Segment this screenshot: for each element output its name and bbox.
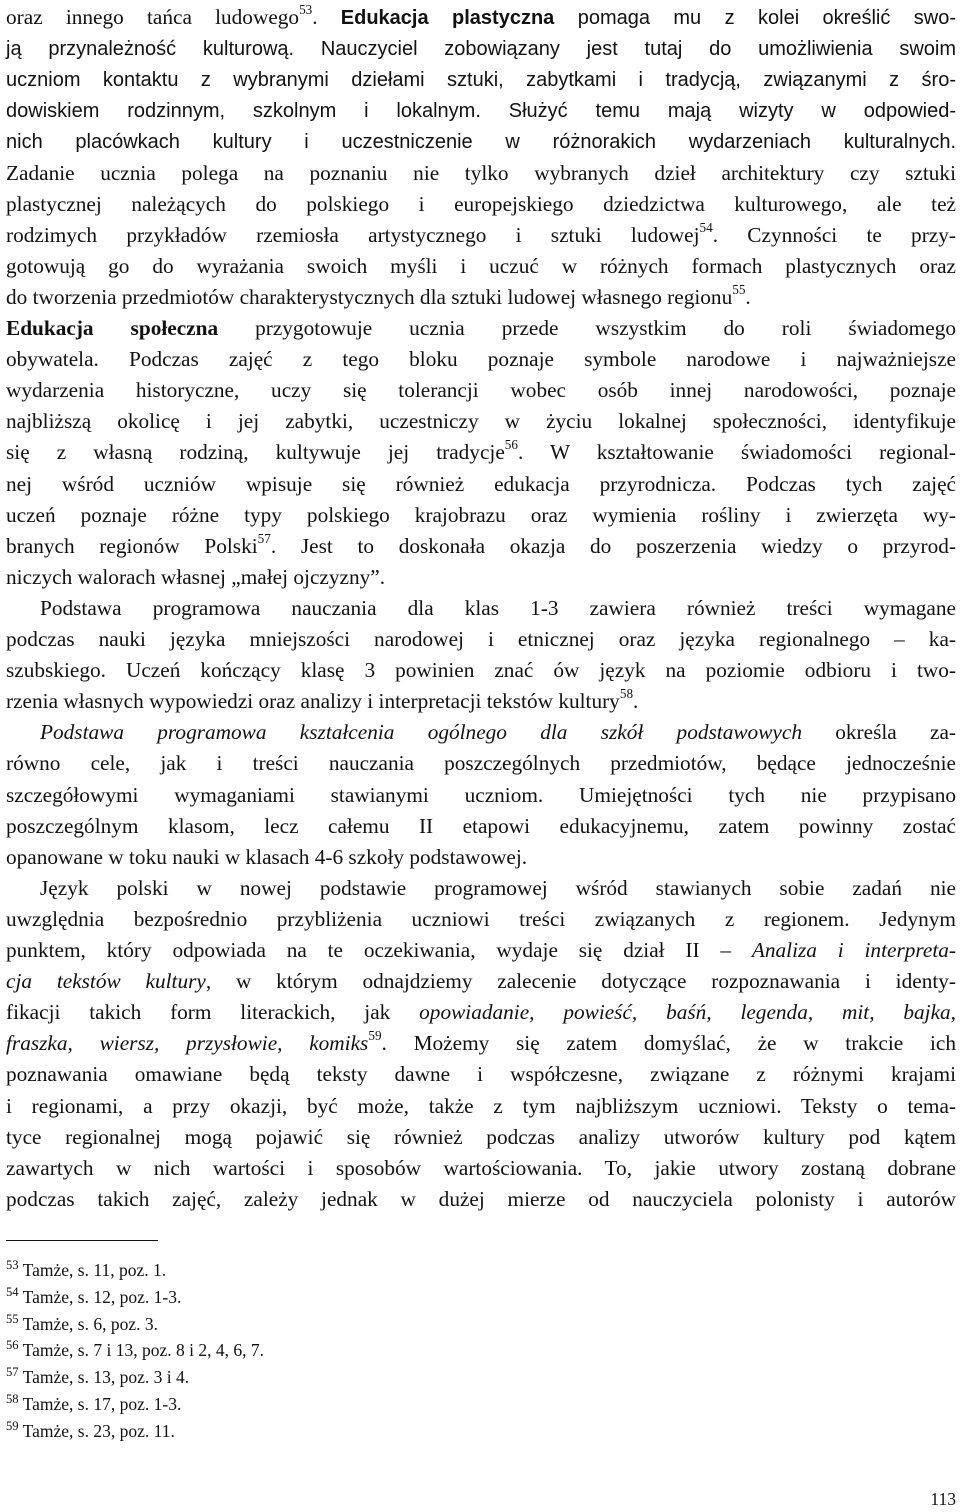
text-segment: pomaga mu z kolei określić swo-: [554, 7, 956, 29]
text-line: [6, 437, 956, 468]
footnote-text: Tamże, s. 23, poz. 11.: [18, 1420, 175, 1441]
text-segment: . W kształtowanie świadomości regional-: [517, 440, 956, 465]
text-segment: obywatela. Podczas zajęć z tego bloku poznaje symbole narodowe i najważniejsze: [6, 347, 956, 372]
footnote-reference: 58: [619, 686, 634, 702]
footnote-number: 56: [6, 1338, 19, 1353]
text-line: [6, 1059, 956, 1090]
text-line: [6, 344, 956, 375]
text-segment: . Czynności te przy-: [712, 222, 956, 247]
text-line: [6, 562, 956, 593]
text-segment: nej wśród uczniów wpisuje się również edukacja przyrodnicza. Podczas tych zajęć: [6, 471, 956, 496]
text-segment: opanowane w toku nauki w klasach 4-6 szkoły podstawowej.: [6, 844, 528, 869]
text-segment: równo cele, jak i treści nauczania poszczególnych przedmiotów, będące jednocześnie: [6, 751, 956, 776]
text-line: [6, 780, 956, 811]
text-line: [6, 997, 956, 1028]
text-segment: . Jest to doskonała okazja do poszerzenia wiedzy o przyrod-: [270, 533, 956, 558]
footnote-reference: 53: [299, 2, 313, 18]
footnote-reference: 55: [732, 282, 746, 297]
text-line: [6, 126, 956, 157]
text-segment: zawartych w nich wartości i sposobów wartościowania. To, jakie utwory zostaną dobrane: [6, 1155, 956, 1180]
text-line: [6, 811, 956, 842]
text-line: [6, 469, 956, 500]
text-line: [6, 748, 956, 779]
footnote-54: [6, 1285, 181, 1309]
text-line: [6, 33, 956, 64]
text-segment: fikacji takich form literackich, jak: [6, 1000, 420, 1025]
footnote-reference: 56: [504, 437, 518, 453]
text-segment: gotowują go do wyrażania swoich myśli i uczuć w różnych formach plastycznych oraz: [6, 253, 956, 278]
text-segment: punktem, który odpowiada na te oczekiwania, wydaje się dział II –: [6, 938, 752, 962]
text-line: [6, 158, 956, 189]
footnote-58: [6, 1392, 181, 1416]
text-line: [6, 842, 956, 873]
text-line: [6, 1122, 956, 1153]
footnote-53: [6, 1258, 166, 1282]
text-segment: podczas nauki języka mniejszości narodowej i etnicznej oraz języka regionalnego – ka-: [6, 627, 956, 651]
text-line: [6, 282, 956, 313]
italic-text: Analiza i interpreta-: [751, 938, 956, 962]
page-number: 113: [930, 1489, 956, 1509]
text-segment: wydarzenia historyczne, uczy się tolerancji wobec osób innej narodowości, poznaje: [6, 378, 956, 403]
text-segment: .: [633, 689, 639, 714]
text-segment: poszczególnym klasom, lecz całemu II etapowi edukacyjnemu, zatem powinny zostać: [6, 813, 956, 838]
text-segment: szczegółowymi wymaganiami stawianymi uczniom. Umiejętności tych nie przypisano: [6, 782, 956, 807]
text-line: [6, 655, 956, 686]
text-segment: przygotowuje ucznia przede wszystkim do roli świadomego: [218, 316, 956, 340]
paragraph-3-first-line: [6, 717, 956, 748]
text-line: [6, 220, 956, 251]
paragraph-1-first-line: [6, 2, 956, 33]
footnote-text: Tamże, s. 13, poz. 3 i 4.: [18, 1367, 190, 1388]
text-line: [6, 189, 956, 220]
text-line: [6, 500, 956, 531]
footnote-reference: 59: [368, 1028, 382, 1044]
footnote-number: 59: [6, 1418, 19, 1433]
text-segment: szubskiego. Uczeń kończący klasę 3 powinien znać ów język na poziomie odbioru i two-: [6, 658, 956, 683]
text-segment: branych regionów Polski: [6, 533, 258, 558]
footnote-56: [6, 1338, 264, 1362]
paragraph-4-first-line: [6, 873, 956, 904]
text-segment: dowiskiem rodzinnym, szkolnym i lokalnym. Służyć temu mają wizyty w odpowied-: [6, 100, 956, 123]
footnote-55: [6, 1312, 158, 1336]
text-segment: Zadanie ucznia polega na poznaniu nie tylko wybranych dzieł architektury czy sztuki: [6, 160, 956, 185]
text-segment: plastycznej należących do polskiego i europejskiego dziedzictwa kulturowego, ale też: [6, 191, 956, 216]
text-line: [6, 531, 956, 562]
text-segment: Podstawa programowa nauczania dla klas 1-3 zawiera również treści wymagane: [40, 595, 956, 620]
text-line: [6, 1153, 956, 1184]
footnote-59: [6, 1419, 175, 1443]
text-segment: . Możemy się zatem domyślać, że w trakcie ich: [381, 1031, 956, 1056]
text-segment: najbliższą okolicę i jej zabytki, uczestniczy w życiu lokalnej społeczności, identyfikuje: [6, 409, 956, 434]
text-line: [6, 686, 956, 717]
text-segment: się z własną rodziną, kultywuje jej tradycje: [6, 440, 505, 465]
footnote-text: Tamże, s. 6, poz. 3.: [18, 1313, 158, 1334]
text-line: [6, 1184, 956, 1215]
footnote-reference: 57: [257, 530, 271, 546]
italic-text: fraszka, wiersz, przysłowie, komiks: [6, 1031, 369, 1056]
text-segment: określa za-: [801, 720, 956, 745]
text-line: [6, 1091, 956, 1122]
footnote-text: Tamże, s. 17, poz. 1-3.: [18, 1394, 182, 1414]
footnote-number: 55: [6, 1311, 19, 1326]
italic-text: Podstawa programowa kształcenia ogólnego dla szkół podstawowych: [40, 720, 802, 745]
paragraph-2-first-line: [6, 593, 956, 624]
text-line: [6, 1028, 956, 1059]
footnote-number: 53: [6, 1258, 19, 1273]
footnote-reference: 54: [699, 219, 713, 235]
text-line: [6, 935, 956, 966]
text-segment: podczas takich zajęć, zależy jednak w dużej mierze od nauczyciela polonisty i autorów: [6, 1186, 956, 1211]
text-line: [6, 251, 956, 282]
text-line: [6, 313, 956, 344]
text-line: [6, 95, 956, 126]
text-line: [6, 375, 956, 406]
text-segment: oraz innego tańca ludowego: [6, 5, 300, 29]
text-segment: , w którym odnajdziemy zalecenie dotyczące rozpoznawania i identy-: [205, 969, 956, 994]
text-segment: ją przynależność kulturową. Nauczyciel zobowiązany jest tutaj do umożliwienia swoim: [6, 38, 956, 61]
text-segment: uczniom kontaktu z wybranymi dziełami sztuki, zabytkami i tradycją, związanymi z śro-: [6, 69, 956, 92]
text-segment: do tworzenia przedmiotów charakterystycznych dla sztuki ludowej własnego regionu: [6, 284, 733, 309]
text-segment: .: [312, 5, 341, 29]
text-segment: poznawania omawiane będą teksty dawne i współczesne, związane z różnymi krajami: [6, 1062, 956, 1087]
text-line: [6, 904, 956, 935]
text-segment: niczych walorach własnej „małej ojczyzny”.: [6, 564, 386, 589]
text-segment: i regionami, a przy okazji, być może, także z tym najbliższym uczniowi. Teksty o tema-: [6, 1093, 956, 1118]
text-segment: tyce regionalnej mogą pojawić się również podczas analizy utworów kultury pod kątem: [6, 1124, 956, 1149]
footnote-number: 57: [6, 1365, 19, 1380]
bold-term: Edukacja plastyczna: [340, 7, 555, 29]
text-segment: nich placówkach kultury i uczestniczenie w różnorakich wydarzeniach kulturalnych.: [6, 131, 956, 154]
footnote-text: Tamże, s. 11, poz. 1.: [18, 1260, 167, 1280]
text-line: [6, 966, 956, 997]
footnote-number: 58: [6, 1392, 19, 1407]
text-segment: Język polski w nowej podstawie programowej wśród stawianych sobie zadań nie: [40, 875, 956, 900]
text-segment: rzenia własnych wypowiedzi oraz analizy i interpretacji tekstów kultury: [6, 689, 620, 714]
italic-text: cja tekstów kultury: [6, 969, 206, 994]
text-segment: .: [745, 284, 751, 309]
text-segment: rodzimych przykładów rzemiosła artystycznego i sztuki ludowej: [6, 222, 700, 247]
footnote-separator: [6, 1240, 158, 1241]
footnote-number: 54: [6, 1284, 19, 1299]
footnote-57: [6, 1365, 189, 1389]
text-line: [6, 406, 956, 437]
footnote-text: Tamże, s. 7 i 13, poz. 8 i 2, 4, 6, 7.: [18, 1340, 264, 1361]
footnote-text: Tamże, s. 12, poz. 1-3.: [18, 1286, 182, 1307]
italic-text: opowiadanie, powieść, baśń, legenda, mit, bajka,: [419, 1000, 956, 1025]
text-line: [6, 64, 956, 95]
bold-term: Edukacja społeczna: [6, 316, 219, 340]
text-line: [6, 624, 956, 655]
text-segment: uczeń poznaje różne typy polskiego krajobrazu oraz wymienia rośliny i zwierzęta wy-: [6, 502, 956, 527]
text-segment: uwzględnia bezpośrednio przybliżenia uczniowi treści związanych z regionem. Jedynym: [6, 906, 956, 931]
